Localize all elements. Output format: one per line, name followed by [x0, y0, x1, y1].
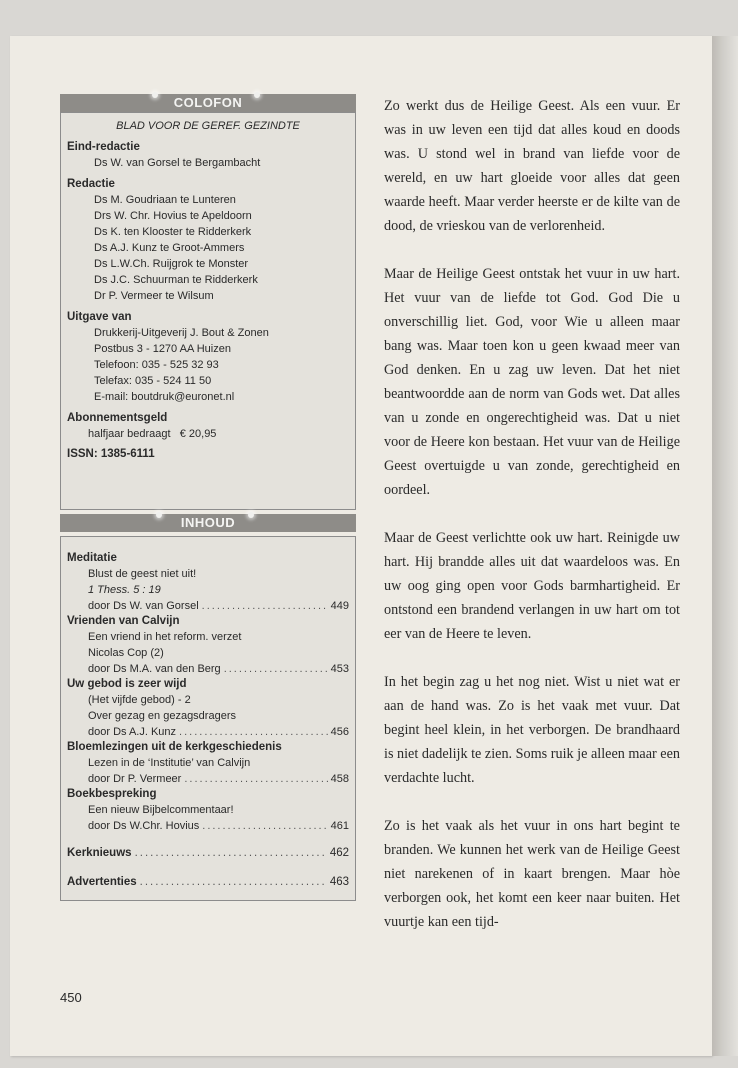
toc-line: Blust de geest niet uit! [88, 568, 197, 580]
redactie-member: Ds A.J. Kunz te Groot-Ammers [94, 242, 245, 254]
toc-page: 458 [330, 773, 349, 785]
toc-author: door Ds A.J. Kunz [88, 726, 177, 738]
toc-leader [202, 598, 328, 614]
sidebar-column [60, 94, 356, 901]
toc-entry-vrienden[interactable] [67, 661, 349, 677]
redactie-member: Dr P. Vermeer te Wilsum [94, 290, 214, 302]
toc-entry-advertenties[interactable] [67, 875, 349, 890]
article-paragraph: Zo werkt dus de Heilige Geest. Als een vuur. Er was in uw leven een tijd dat alles koud en doods was. U stond wel in brand van liefde voor de wereld, en uw hart gloeide voor alles dat geen waarde heeft. Maar verder heerste er de kilte van de dood, de vrieskou van de verlorenheid. [384, 98, 680, 234]
toc-author: door Ds W.Chr. Hovius [88, 820, 200, 832]
redactie-member: Ds J.C. Schuurman te Ridderkerk [94, 274, 258, 286]
colofon-banner [60, 94, 356, 112]
issn: ISSN: 1385-6111 [67, 448, 155, 460]
uitgave-heading: Uitgave van [67, 311, 132, 323]
toc-page: 462 [329, 847, 349, 859]
toc-heading-meditatie: Meditatie [67, 552, 117, 564]
colofon-subtitle: BLAD VOOR DE GEREF. GEZINDTE [116, 120, 300, 132]
publisher-email: E-mail: boutdruk@euronet.nl [94, 391, 235, 403]
article-paragraph: In het begin zag u het nog niet. Wist u niet wat er aan de hand was. Zo is het vaak met vuur. Dat begint heel klein, in het verborgen. De brandhaard is niet dadelijk te zien. Soms ruik je alleen maar een verdachte lucht. [384, 674, 680, 786]
inhoud-banner [60, 514, 356, 532]
toc-line: Een nieuw Bijbelcommentaar! [88, 804, 234, 816]
toc-line: Over gezag en gezagsdragers [88, 710, 236, 722]
page-number: 450 [60, 990, 82, 1005]
abonnement-heading: Abonnementsgeld [67, 412, 168, 424]
publisher-address: Postbus 3 - 1270 AA Huizen [94, 343, 231, 355]
eind-redactie-heading: Eind-redactie [67, 141, 140, 153]
toc-entry-meditatie[interactable] [67, 598, 349, 614]
toc-heading-advertenties: Advertenties [67, 876, 137, 888]
toc-author: door Ds W. van Gorsel [88, 600, 199, 612]
banner-dot-left [152, 92, 158, 98]
toc-entry-kerknieuws[interactable] [67, 846, 349, 861]
book-spine [712, 36, 738, 1056]
toc-leader [184, 771, 327, 787]
toc-entry-bloemlezingen[interactable] [67, 771, 349, 787]
toc-entry-boekbespreking[interactable] [67, 818, 349, 834]
toc-heading-bloemlezingen: Bloemlezingen uit de kerkgeschiedenis [67, 741, 282, 753]
toc-entry-gebod[interactable] [67, 724, 349, 740]
inhoud-title: INHOUD [180, 515, 236, 530]
article-paragraph: Maar de Heilige Geest ontstak het vuur in uw hart. Het vuur van de liefde tot God. God Die u onverschillig liet. God, voor Wie u alleen maar bang was. Maar toen kon u geen kwaad meer van God denken. En u zag uw leven. Dat het niet beantwoordde aan de norm van Gods wet. Dat alles van u zonde en ongerechtigheid was. Dat u niet voor de Heere kon bestaan. Het vuur van de Heilige Geest overtuigde u van zonde, gerechtigheid en oordeel. [384, 266, 680, 498]
banner-dot-left [156, 512, 162, 518]
inhoud-box [60, 536, 356, 901]
publisher-phone: Telefoon: 035 - 525 32 93 [94, 359, 219, 371]
toc-line: Lezen in de ‘Institutie’ van Calvijn [88, 757, 251, 769]
abonnement-price: halfjaar bedraagt € 20,95 [88, 428, 217, 440]
toc-leader [135, 846, 327, 861]
toc-leader [202, 818, 327, 834]
toc-heading-boekbespreking: Boekbespreking [67, 788, 157, 800]
toc-line: Nicolas Cop (2) [88, 647, 164, 659]
article-column [384, 94, 680, 958]
toc-heading-gebod: Uw gebod is zeer wijd [67, 678, 187, 690]
toc-heading-kerknieuws: Kerknieuws [67, 847, 132, 859]
toc-author: door Dr P. Vermeer [88, 773, 182, 785]
toc-heading-vrienden: Vrienden van Calvijn [67, 615, 180, 627]
colofon-box [60, 112, 356, 510]
redactie-member: Ds K. ten Klooster te Ridderkerk [94, 226, 252, 238]
toc-page: 456 [330, 726, 349, 738]
toc-line: (Het vijfde gebod) - 2 [88, 694, 191, 706]
redactie-member: Drs W. Chr. Hovius te Apeldoorn [94, 210, 252, 222]
toc-line: 1 Thess. 5 : 19 [88, 584, 161, 596]
redactie-heading: Redactie [67, 178, 115, 190]
toc-page: 453 [330, 663, 349, 675]
toc-leader [224, 661, 328, 677]
publisher-name: Drukkerij-Uitgeverij J. Bout & Zonen [94, 327, 269, 339]
redactie-member: Ds M. Goudriaan te Lunteren [94, 194, 236, 206]
publisher-fax: Telefax: 035 - 524 11 50 [94, 375, 212, 387]
toc-author: door Ds M.A. van den Berg [88, 663, 221, 675]
toc-page: 461 [330, 820, 349, 832]
eind-redactie-name: Ds W. van Gorsel te Bergambacht [94, 157, 261, 169]
banner-dot-right [248, 512, 254, 518]
toc-leader [179, 724, 328, 740]
colofon-title: COLOFON [173, 95, 243, 110]
redactie-member: Ds L.W.Ch. Ruijgrok te Monster [94, 258, 249, 270]
toc-line: Een vriend in het reform. verzet [88, 631, 242, 643]
article-paragraph: Zo is het vaak als het vuur in ons hart begint te branden. We kunnen het werk van de Heilige Geest niet narekenen of in kaart brengen. Maar hòe verborgen ook, het komt een keer naar buiten. Het vuurtje kan een tijd- [384, 818, 680, 930]
toc-leader [140, 875, 327, 890]
banner-dot-right [254, 92, 260, 98]
article-paragraph: Maar de Geest verlichtte ook uw hart. Reinigde uw hart. Hij brandde alles uit dat waardeloos was. En uw oog ging open voor Gods barmhartigheid. Er ontstond een brandend verlangen in uw hart om tot eer van de Heere te leven. [384, 530, 680, 642]
toc-page: 449 [330, 600, 349, 612]
toc-page: 463 [329, 876, 349, 888]
